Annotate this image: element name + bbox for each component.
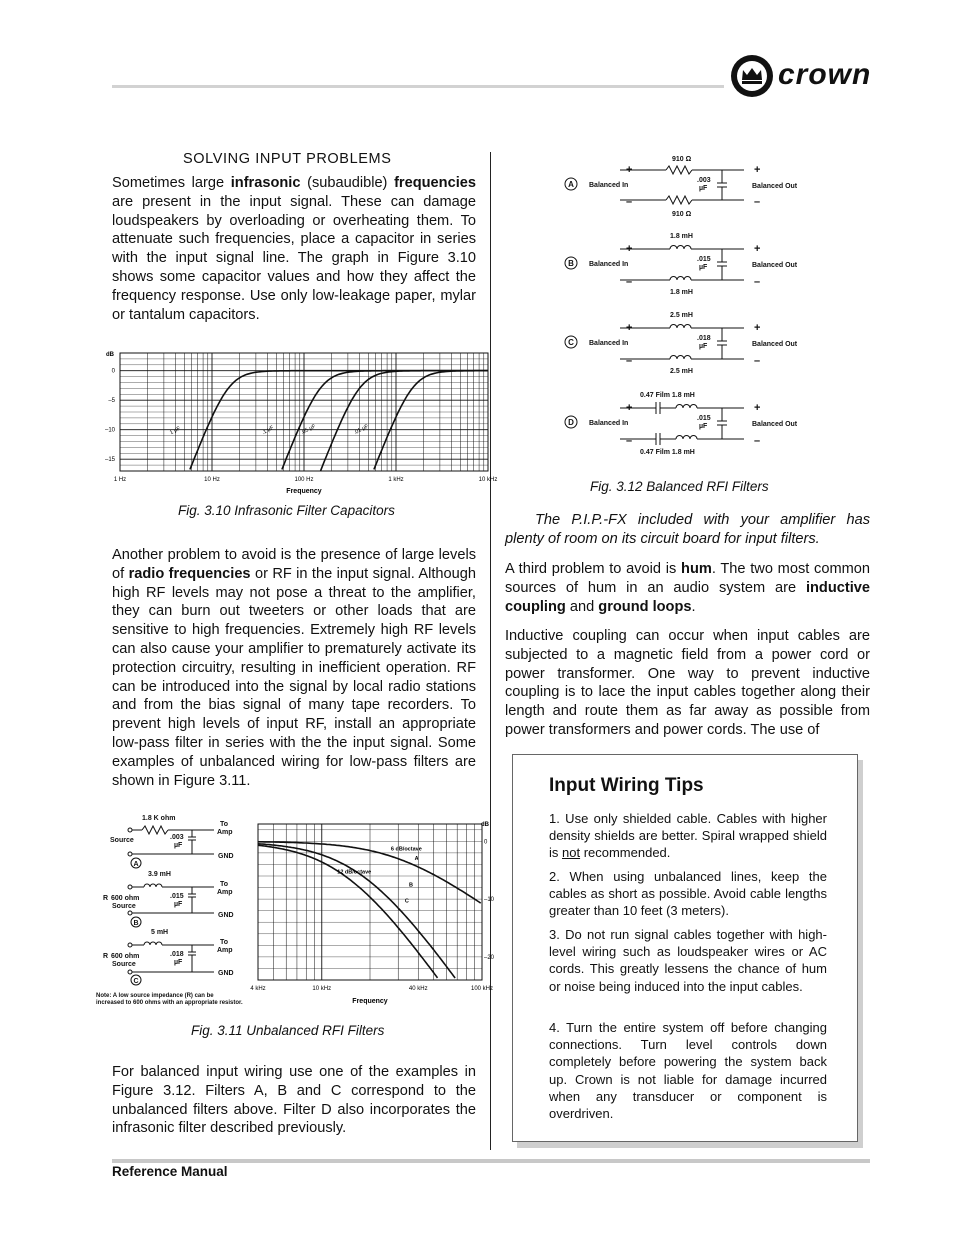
chart311-xlabel: Frequency: [352, 998, 388, 1005]
chart310-xtick: 10 kHz: [478, 477, 498, 483]
chart310-ylabel: dB: [106, 352, 114, 358]
tip-1-underlined: not: [562, 845, 581, 861]
d-c: .015: [697, 415, 711, 422]
uf-label-b: µF: [174, 901, 183, 908]
ohm600-label-b: 600 ohm: [111, 895, 140, 902]
circle-label-b: B: [568, 259, 574, 268]
chart311-xtick: 40 kHz: [408, 986, 428, 992]
a-plus-out: +: [754, 164, 761, 176]
a-plus-in: +: [626, 164, 633, 176]
c-c: .018: [697, 335, 711, 342]
paragraph-pip: The P.I.P.-FX included with your amplifier has plenty of room on its circuit board for input filters.: [505, 512, 870, 547]
c-l-top: 2.5 mH: [670, 312, 693, 319]
gnd-label-b: GND: [218, 912, 234, 919]
chart311-series-C: [258, 845, 438, 978]
gnd-label-c: GND: [218, 970, 234, 977]
d-bal-out: Balanced Out: [752, 421, 798, 428]
r-label-b: R: [103, 895, 109, 902]
tip-4: 4. Turn the entire system off before changing connections. Turn level controls down completely before powering the system back up. Crown is not liable for damage incurred when any transducer or component is overdriven.: [549, 1020, 827, 1122]
r1-label: 1.8 K ohm: [142, 815, 176, 822]
tip-2: 2. When using unbalanced lines, keep the cables as short as possible. Avoid cable lengths greater than 10 feet (3 meters).: [549, 869, 827, 919]
c-bal-in: Balanced In: [589, 340, 629, 347]
amp-label-c: Amp: [217, 947, 233, 954]
hum-run: .: [691, 598, 696, 615]
d-top: 0.47 Film 1.8 mH: [640, 392, 695, 399]
source-label: Source: [110, 837, 134, 844]
d-uf: µF: [699, 423, 708, 430]
l3-label: 5 mH: [151, 929, 169, 936]
source-label-c: Source: [112, 961, 136, 968]
chart310-xtick: 10 Hz: [204, 477, 220, 483]
b-l-top: 1.8 mH: [670, 233, 693, 240]
hum-run: hum: [681, 561, 712, 577]
b-plus-in: +: [626, 243, 633, 255]
chart310-xlabel: Frequency: [286, 488, 322, 495]
chart310-ytick: –10: [104, 427, 115, 434]
b-plus-out: +: [754, 243, 761, 255]
b-minus-in: –: [626, 276, 633, 288]
a-minus-out: –: [754, 196, 761, 208]
chart310-xtick: 100 Hz: [294, 477, 314, 483]
source-label-b: Source: [112, 903, 136, 910]
p2-run: or RF in the input signal. Although high RF levels may not pose a threat to the amplifier, they can burn out tweeters or other loads that are sensitive to high frequencies. Extremely high RF levels can also cause your amplifier to prematurely activate its protection circuitry, resulting in inefficient operation. RF can be introduced into the signal by local radio stations and from the bias signal of many tape recorders. To prevent high levels of input RF, install an appropriate low-pass filter in series with the the input signal. Some examples of unbalanced wiring for low-pass filters are shown in Figure 3.11.: [112, 565, 476, 789]
chart310-ytick: –5: [108, 398, 115, 405]
hum-run: inductive coupling: [505, 579, 870, 615]
l2-label: 3.9 mH: [148, 871, 171, 878]
d-minus-out: –: [754, 435, 761, 447]
ohm600-label-c: 600 ohm: [111, 953, 140, 960]
r-label-c: R: [103, 953, 109, 960]
chart310-series-label: .05 µF: [300, 423, 317, 437]
amp-label-a: Amp: [217, 829, 233, 836]
c-plus-out: +: [754, 322, 761, 334]
a-minus-in: –: [626, 196, 633, 208]
chart311-series-B: [258, 844, 455, 978]
b-c: .015: [697, 256, 711, 263]
chart310-series-label: .1 µF: [260, 424, 275, 437]
uf-label-c: µF: [174, 959, 183, 966]
section-title: SOLVING INPUT PROBLEMS: [183, 151, 392, 167]
a-bal-out: Balanced Out: [752, 183, 798, 190]
rfi-chart: [246, 818, 496, 1010]
p1-run: (subaudible): [300, 175, 395, 191]
label-b: B: [133, 920, 139, 927]
to-label-a: To: [220, 821, 229, 828]
tips-title: Input Wiring Tips: [549, 775, 704, 796]
infrasonic-chart: [98, 345, 498, 497]
c2-label: .015: [170, 893, 184, 900]
chart310-xtick: 1 Hz: [113, 477, 127, 483]
b-minus-out: –: [754, 276, 761, 288]
b-uf: µF: [699, 264, 708, 271]
note-line-2: increased to 600 ohms with an appropriate resistor.: [96, 1000, 243, 1006]
a-c: .003: [697, 177, 711, 184]
c-minus-in: –: [626, 355, 633, 367]
circle-label-d: D: [568, 418, 574, 427]
chart310-series-.1 µF: [282, 371, 488, 470]
hum-run: ground loops: [598, 598, 692, 615]
paragraph-inductive: Inductive coupling can occur when input cables are subjected to a magnetic field from a power cord or power transformer. One way to prevent inductive coupling is to lace the input cables together along their length and route them as far away as possible from power transformers and power cords. The use of: [505, 628, 870, 738]
to-label-b: To: [220, 881, 229, 888]
chart311-xtick: 10 kHz: [312, 986, 332, 992]
header-rule: [112, 85, 724, 88]
a-bal-in: Balanced In: [589, 182, 629, 189]
fig310-caption: Fig. 3.10 Infrasonic Filter Capacitors: [178, 503, 395, 518]
brand-wordmark: crown: [778, 58, 872, 91]
d-bot: 0.47 Film 1.8 mH: [640, 449, 695, 456]
d-plus-in: +: [626, 402, 633, 414]
d-bal-in: Balanced In: [589, 420, 629, 427]
chart310-series-label: 1 µF: [168, 425, 182, 437]
a-r-top: 910 Ω: [672, 156, 692, 163]
label-c: C: [133, 978, 139, 985]
to-label-c: To: [220, 939, 229, 946]
chart311-ytick: –10: [484, 897, 495, 904]
uf-label-a: µF: [174, 842, 183, 849]
a-r-bot: 910 Ω: [672, 211, 692, 218]
footer-label: Reference Manual: [112, 1164, 228, 1179]
p2-run: Another problem to avoid is the presence of large levels of: [112, 547, 476, 582]
b-bal-out: Balanced Out: [752, 262, 798, 269]
hum-run: and: [565, 598, 599, 615]
a-uf: µF: [699, 185, 708, 192]
paragraph-rf: [112, 546, 476, 790]
chart310-series-1 µF: [190, 371, 488, 470]
chart311-ytick: –20: [484, 954, 495, 961]
c-l-bot: 2.5 mH: [670, 368, 693, 375]
amp-label-b: Amp: [217, 889, 233, 896]
label-a: A: [133, 861, 139, 868]
tip-1-text-a: 1. Use only shielded cable. Cables with higher density shields are better. Spiral wrapped shield is: [549, 811, 827, 861]
gnd-label-a: GND: [218, 853, 234, 860]
c-minus-out: –: [754, 355, 761, 367]
b-l-bot: 1.8 mH: [670, 289, 693, 296]
chart310-series-label: .01 µF: [352, 423, 370, 437]
note-line-1: Note: A low source impedance (R) can be: [96, 993, 214, 999]
chart311-annotation-6db: 6 dB/octave: [390, 846, 422, 853]
hum-run: A third problem to avoid is: [505, 561, 682, 577]
footer-rule: [112, 1159, 870, 1163]
chart311-ylabel: dB: [481, 822, 489, 828]
c-bal-out: Balanced Out: [752, 341, 798, 348]
c-uf: µF: [699, 343, 708, 350]
p1-run: infrasonic: [230, 175, 301, 191]
p1-run: Sometimes large: [112, 175, 231, 191]
chart310-xtick: 1 kHz: [388, 477, 404, 483]
tip-1-text-b: recommended.: [580, 845, 671, 861]
chart311-ytick: 0: [484, 839, 488, 846]
chart310-ytick: –15: [104, 457, 115, 464]
chart310-series-.05 µF: [321, 371, 488, 471]
chart311-series-label: A: [414, 855, 419, 862]
unbalanced-schematics: [96, 812, 256, 1008]
chart311-xtick: 100 kHz: [470, 986, 494, 992]
fig311-caption: Fig. 3.11 Unbalanced RFI Filters: [191, 1023, 385, 1038]
chart311-xtick: 4 kHz: [250, 986, 266, 992]
balanced-schematics: [560, 150, 820, 462]
circle-label-c: C: [568, 338, 574, 347]
tip-3: 3. Do not run signal cables together with high-level wiring such as loudspeaker wires or AC cords. This greatly lessens the chance of hum or noise being induced into the input cables.: [549, 927, 827, 994]
paragraph-hum: [505, 560, 870, 616]
chart311-series-label: B: [408, 882, 413, 889]
c-plus-in: +: [626, 322, 633, 334]
d-minus-in: –: [626, 435, 633, 447]
tip-1: [549, 810, 827, 862]
c1-label: .003: [170, 834, 184, 841]
circle-label-a: A: [568, 180, 574, 189]
paragraph-infrasonic: [112, 174, 476, 324]
c3-label: .018: [170, 951, 184, 958]
paragraph-balanced: For balanced input wiring use one of the examples in Figure 3.12. Filters A, B and C correspond to the unbalanced filters above. Filter D also incorporates the infrasonic filter described previously.: [112, 1064, 476, 1137]
p2-run: radio frequencies: [128, 565, 251, 582]
chart310-series-.01 µF: [374, 371, 488, 470]
hum-run: . The two most common sources of hum in an audio system are: [505, 561, 871, 596]
p1-run: frequencies: [394, 175, 476, 191]
fig312-caption: Fig. 3.12 Balanced RFI Filters: [590, 479, 769, 494]
d-plus-out: +: [754, 402, 761, 414]
chart310-ytick: 0: [111, 368, 115, 375]
chart311-series-label: C: [404, 898, 409, 905]
b-bal-in: Balanced In: [589, 261, 629, 268]
p1-run: are present in the input signal. These can damage loudspeakers by overloading or overheating them. To attenuate such frequencies, place a capacitor in series with the input signal line. The graph in Figure 3.10 shows some capacitor values and how they affect the frequency response. Use only low-leakage paper, mylar or tantalum capacitors.: [112, 193, 476, 323]
chart311-annotation-12db: 12 dB/octave: [337, 869, 372, 876]
